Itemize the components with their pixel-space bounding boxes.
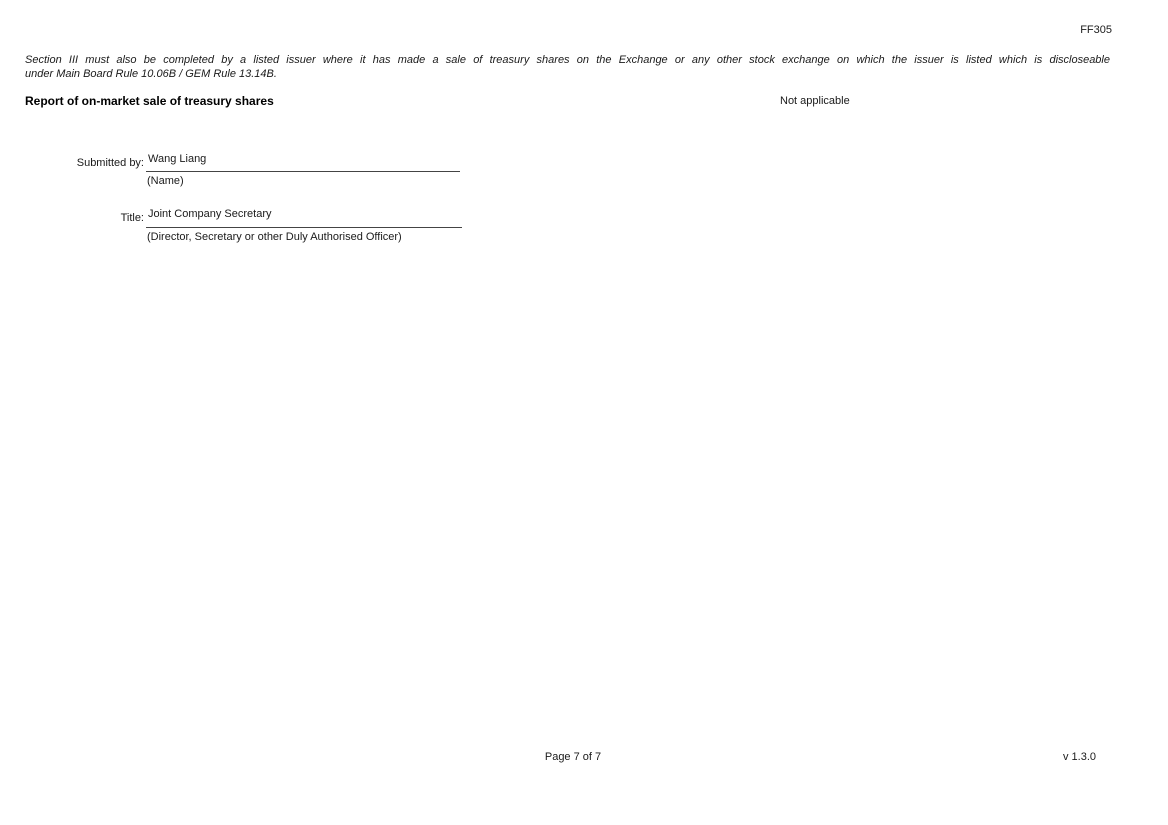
title-field-line — [146, 227, 462, 228]
submitted-by-label: Submitted by: — [76, 157, 144, 169]
title-label: Title: — [120, 212, 144, 224]
title-value: Joint Company Secretary — [148, 208, 272, 220]
page-indicator: Page 7 of 7 — [544, 751, 602, 763]
form-code-label: FF305 — [1080, 24, 1112, 36]
instruction-line-1: Section III must also be completed by a listed issuer where it has made a sale of treasury shares on the Exchange or any other stock exchange on which the issuer is listed which is discloseable — [25, 54, 1110, 66]
submitted-by-value: Wang Liang — [148, 153, 207, 165]
version-label: v 1.3.0 — [1062, 751, 1096, 763]
title-hint: (Director, Secretary or other Duly Authorised Officer) — [147, 231, 402, 243]
section-heading-row — [25, 94, 1110, 110]
instruction-paragraph — [25, 53, 1110, 81]
instruction-line-2: under Main Board Rule 10.06B / GEM Rule 13.14B. — [25, 68, 277, 80]
not-applicable-status: Not applicable — [780, 95, 850, 107]
section-heading: Report of on-market sale of treasury shares — [25, 94, 274, 108]
submitted-by-hint: (Name) — [147, 175, 184, 187]
submitted-by-field-line — [146, 171, 460, 172]
